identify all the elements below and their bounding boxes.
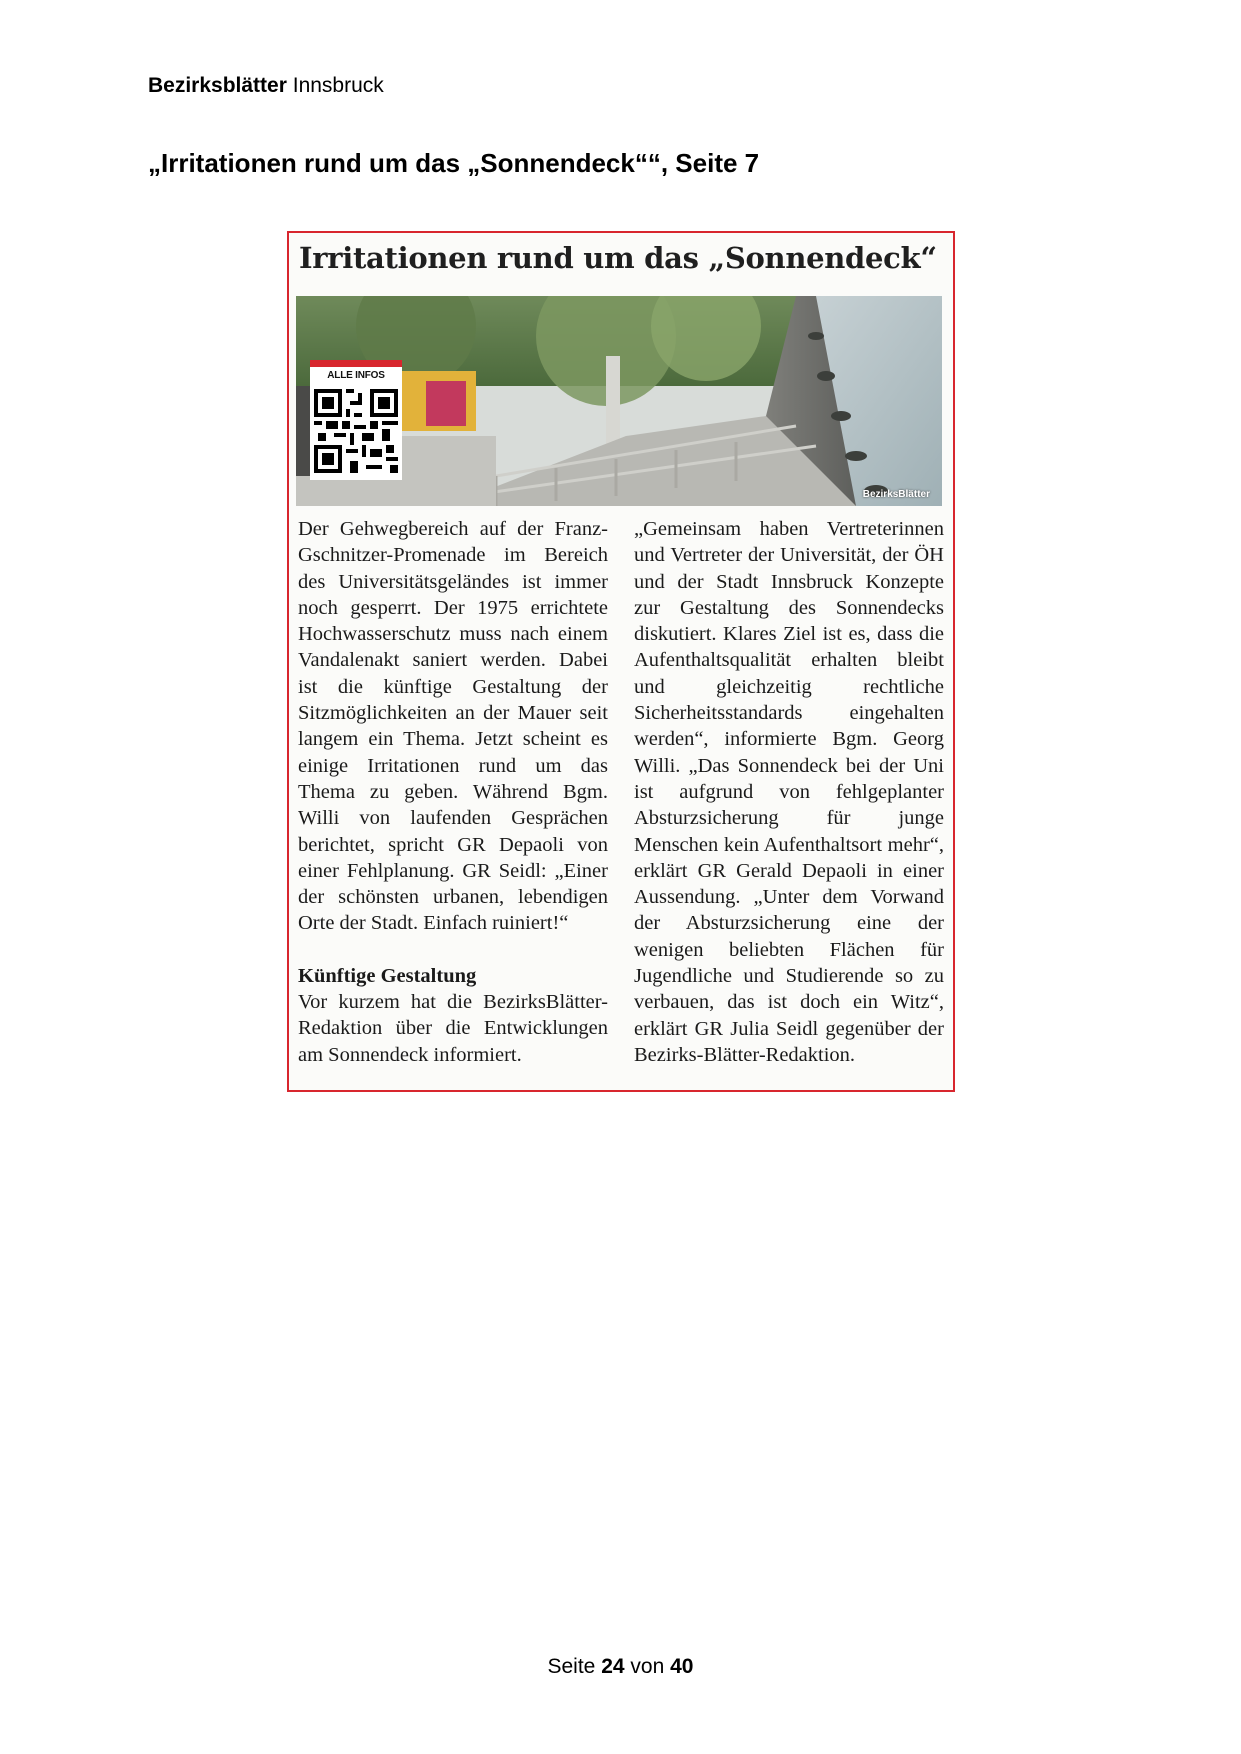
article-column-right	[634, 516, 944, 1068]
article-subheading: Künftige Gestaltung	[298, 964, 477, 987]
page-separator: von	[630, 1655, 665, 1678]
publication-name: Bezirksblätter	[148, 74, 287, 97]
article-paragraph: „Gemeinsam haben Vertreterinnen und Vertreter der Universität, der ÖH und der Stadt Innsbruck Konzepte zur Gestaltung des Sonnendecks diskutiert. Klares Ziel ist es, dass die Aufenthaltsqualität erhalten bleibt und gleichzeitig rechtliche Sicherheitsstandards eingehalten werden“, informierte Bgm. Georg Willi. „Das Sonnendeck bei der Uni ist aufgrund von fehlgeplanter Absturzsicherung für junge Menschen kein Aufenthaltsort mehr“, erklärt GR Gerald Depaoli in einer Aussendung. „Unter dem Vorwand der Absturzsicherung eine der wenigen beliebten Flächen für Jugendliche und Studierende so zu verbauen, das ist doch ein Witz“, erklärt GR Julia Seidl gegenüber der Bezirks-Blätter-Redaktion.	[634, 518, 944, 1066]
article-headline: Irritationen rund um das „Sonnendeck“	[299, 241, 937, 275]
document-title: „Irritationen rund um das „Sonnendeck““, Seite 7	[148, 148, 760, 178]
qr-code-icon	[314, 389, 398, 473]
qr-badge-label: ALLE INFOS	[327, 370, 385, 381]
total-pages-number: 40	[670, 1655, 694, 1678]
publication-region: Innsbruck	[292, 74, 384, 97]
page-label: Seite	[547, 1655, 596, 1678]
qr-code-badge[interactable]	[310, 360, 402, 480]
photo-credit: BezirksBlätter	[862, 489, 930, 500]
current-page-number: 24	[601, 1655, 625, 1678]
article-paragraph: Vor kurzem hat die BezirksBlätter-Redaktion über die Entwicklungen am Sonnendeck informiert.	[298, 991, 608, 1066]
newspaper-clipping	[287, 231, 955, 1092]
publication-header	[148, 73, 384, 99]
article-column-left	[298, 516, 608, 1068]
article-paragraph: Der Gehwegbereich auf der Franz-Gschnitzer-Promenade im Bereich des Universitätsgeländes ist immer noch gesperrt. Der 1975 errichtete Hochwasserschutz muss nach einem Vandalenakt saniert werden. Dabei ist die künftige Gestaltung der Sitzmöglichkeiten an der Mauer seit langem ein Thema. Jetzt scheint es einige Irritationen rund um das Thema zu geben. Während Bgm. Willi von laufenden Gesprächen berichtet, spricht GR Depaoli von einer Fehlplanung. GR Seidl: „Einer der schönsten urbanen, lebendigen Orte der Stadt. Einfach ruiniert!“	[298, 518, 608, 935]
page-footer	[0, 1655, 1241, 1679]
article-photo	[296, 296, 942, 506]
